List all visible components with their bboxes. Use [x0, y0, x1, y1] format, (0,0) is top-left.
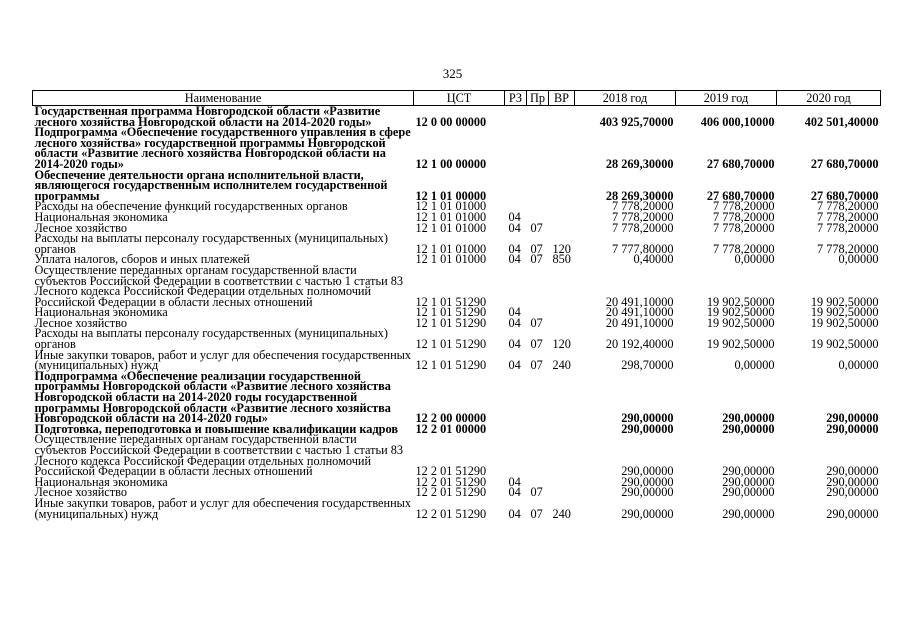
row-2019: 290,00000	[722, 506, 775, 521]
header-vr: ВР	[549, 91, 575, 106]
row-cst: 12 1 01 51290	[415, 337, 487, 352]
row-name: Расходы на обеспечение функций государственных органов	[34, 199, 348, 214]
row-rz: 04	[508, 337, 521, 352]
row-vr	[549, 265, 575, 307]
table-row	[33, 350, 881, 371]
row-rz	[505, 371, 527, 424]
row-cst: 12 2 01 51290	[415, 464, 487, 479]
row-2018: 290,00000	[621, 411, 674, 426]
row-2018: 20 491,10000	[605, 315, 674, 330]
row-pr	[527, 424, 549, 435]
row-vr	[549, 424, 575, 435]
row-vr	[549, 487, 575, 498]
row-name: Подготовка, переподготовка и повышение квалификации кадров	[34, 421, 398, 436]
row-2019: 290,00000	[722, 411, 775, 426]
row-2018: 298,70000	[621, 358, 674, 373]
row-2019: 19 902,50000	[706, 315, 775, 330]
row-pr: 07	[530, 220, 543, 235]
row-2019: 0,00000	[734, 252, 775, 267]
row-2018: 290,00000	[621, 464, 674, 479]
row-2019: 27 680,70000	[706, 156, 775, 171]
row-2018: 20 491,10000	[605, 305, 674, 320]
row-vr	[549, 477, 575, 488]
row-pr	[527, 434, 549, 476]
row-vr	[549, 106, 575, 128]
row-2020: 7 778,20000	[817, 220, 879, 235]
table-row	[33, 434, 881, 476]
row-2019: 19 902,50000	[706, 294, 775, 309]
row-rz	[505, 106, 527, 128]
row-rz	[505, 265, 527, 307]
row-vr	[549, 434, 575, 476]
row-2019: 19 902,50000	[706, 337, 775, 352]
table-row	[33, 127, 881, 169]
row-vr	[549, 223, 575, 234]
row-rz: 04	[508, 241, 521, 256]
row-2018: 7 778,20000	[612, 220, 674, 235]
row-vr: 850	[552, 252, 571, 267]
row-2018: 28 269,30000	[605, 156, 674, 171]
row-2019: 290,00000	[722, 474, 775, 489]
row-2018: 290,00000	[621, 421, 674, 436]
row-cst: 12 1 00 00000	[415, 156, 487, 171]
row-pr	[527, 127, 549, 169]
header-cst: ЦСТ	[414, 91, 505, 106]
row-name: Осуществление переданных органам государственной власти субъектов Российской Федерации в соответствии с частью 1 статьи 83 Лесного кодекса Российской Федерации отдельных полномочий Российской Федерации в области лесных отношений	[34, 432, 404, 479]
row-name: Национальная экономика	[34, 209, 168, 224]
row-pr	[527, 371, 549, 424]
header-rz: РЗ	[505, 91, 527, 106]
row-2020: 19 902,50000	[810, 337, 879, 352]
row-rz: 04	[508, 305, 521, 320]
row-pr: 07	[530, 315, 543, 330]
row-rz	[505, 424, 527, 435]
row-cst: 12 1 01 01000	[415, 252, 487, 267]
row-2018: 7 778,20000	[612, 199, 674, 214]
row-2018: 403 925,70000	[599, 114, 674, 129]
row-cst: 12 2 01 51290	[415, 474, 487, 489]
header-2019: 2019 год	[676, 91, 777, 106]
row-rz: 04	[508, 358, 521, 373]
row-pr: 07	[530, 241, 543, 256]
row-2020: 27 680,70000	[810, 188, 879, 203]
row-2020: 7 778,20000	[817, 241, 879, 256]
row-2020: 19 902,50000	[810, 305, 879, 320]
row-2019: 7 778,20000	[713, 241, 775, 256]
row-name: Обеспечение деятельности органа исполнительной власти, являющегося государственным исполнителем государственной программы	[34, 167, 388, 203]
row-vr: 120	[552, 337, 571, 352]
row-name: Подпрограмма «Обеспечение реализации государственной программы Новгородской области «Развитие лесного хозяйства Новгородской области на 2014-2020 годы государственной программы Новгородской области «Развитие лесного хозяйства Новгородской области на 2014-2020 годы»	[34, 368, 391, 426]
table-row	[33, 233, 881, 254]
header-2018: 2018 год	[575, 91, 676, 106]
row-name: Государственная программа Новгородской области «Развитие лесного хозяйства Новгородской области на 2014-2020 годы»	[34, 104, 381, 129]
row-name: Расходы на выплаты персоналу государственных (муниципальных) органов	[34, 326, 388, 352]
row-2019: 290,00000	[722, 421, 775, 436]
row-2019: 7 778,20000	[713, 209, 775, 224]
row-2020: 7 778,20000	[817, 209, 879, 224]
row-cst: 12 1 01 51290	[415, 294, 487, 309]
row-2018: 28 269,30000	[605, 188, 674, 203]
row-name: Национальная экономика	[34, 474, 168, 489]
row-2019: 7 778,20000	[713, 220, 775, 235]
row-rz: 04	[508, 506, 521, 521]
table-row	[33, 328, 881, 349]
table-row	[33, 170, 881, 202]
row-cst: 12 2 01 00000	[415, 421, 487, 436]
row-cst: 12 0 00 00000	[415, 114, 487, 129]
row-cst: 12 1 01 51290	[415, 358, 487, 373]
table-row	[33, 498, 881, 519]
row-2019: 290,00000	[722, 464, 775, 479]
page-number: 325	[442, 66, 463, 81]
row-cst: 12 1 01 01000	[415, 209, 487, 224]
table-row	[33, 371, 881, 424]
row-cst: 12 2 01 51290	[415, 506, 487, 521]
row-vr	[549, 170, 575, 202]
row-rz	[505, 170, 527, 202]
row-2018: 0,40000	[633, 252, 674, 267]
row-pr	[527, 265, 549, 307]
row-2019: 7 778,20000	[713, 199, 775, 214]
row-rz: 04	[508, 485, 521, 500]
row-vr	[549, 307, 575, 318]
row-name: Лесное хозяйство	[34, 220, 128, 235]
row-name: Уплата налогов, сборов и иных платежей	[34, 252, 250, 267]
row-vr: 240	[552, 358, 571, 373]
row-name: Национальная экономика	[34, 305, 168, 320]
row-2018: 290,00000	[621, 485, 674, 500]
row-vr	[549, 371, 575, 424]
row-rz: 04	[508, 209, 521, 224]
budget-table	[32, 90, 881, 519]
row-2018: 290,00000	[621, 474, 674, 489]
row-cst: 12 1 01 51290	[415, 305, 487, 320]
row-2020: 290,00000	[826, 474, 879, 489]
row-cst: 12 1 01 01000	[415, 220, 487, 235]
row-2018: 7 778,20000	[612, 209, 674, 224]
row-vr: 240	[552, 506, 571, 521]
row-2020: 0,00000	[838, 358, 879, 373]
row-2020: 19 902,50000	[810, 294, 879, 309]
row-2019: 19 902,50000	[706, 305, 775, 320]
row-2020: 402 501,40000	[804, 114, 879, 129]
row-2020: 7 778,20000	[817, 199, 879, 214]
row-2019: 0,00000	[734, 358, 775, 373]
row-name: Лесное хозяйство	[34, 485, 128, 500]
row-name: Расходы на выплаты персоналу государственных (муниципальных) органов	[34, 231, 388, 256]
row-name: Иные закупки товаров, работ и услуг для обеспечения государственных (муниципальных) нужд	[34, 347, 412, 373]
row-pr: 07	[530, 358, 543, 373]
row-vr: 120	[552, 241, 571, 256]
row-cst: 12 1 01 01000	[415, 199, 487, 214]
row-cst: 12 2 00 00000	[415, 411, 487, 426]
row-vr	[549, 318, 575, 329]
row-2020: 27 680,70000	[810, 156, 879, 171]
row-pr	[527, 170, 549, 202]
row-vr	[549, 127, 575, 169]
row-rz	[505, 434, 527, 476]
row-2018: 20 192,40000	[605, 337, 674, 352]
row-rz: 04	[508, 252, 521, 267]
row-rz: 04	[508, 315, 521, 330]
table-body	[33, 106, 881, 520]
table-row	[33, 106, 881, 128]
row-name: Осуществление переданных органам государственной власти субъектов Российской Федерации в соответствии с частью 1 статьи 83 Лесного кодекса Российской Федерации отдельных полномочий Российской Федерации в области лесных отношений	[34, 262, 404, 309]
row-rz	[505, 127, 527, 169]
row-cst: 12 1 01 51290	[415, 315, 487, 330]
table-row	[33, 265, 881, 307]
row-2018: 7 777,80000	[612, 241, 674, 256]
header-pr: Пр	[527, 91, 549, 106]
row-2020: 19 902,50000	[810, 315, 879, 330]
row-2018: 20 491,10000	[605, 294, 674, 309]
row-cst: 12 1 01 00000	[415, 188, 487, 203]
row-cst: 12 2 01 51290	[415, 485, 487, 500]
row-name: Лесное хозяйство	[34, 315, 128, 330]
row-pr: 07	[530, 485, 543, 500]
row-pr	[527, 106, 549, 128]
row-pr: 07	[530, 337, 543, 352]
row-2020: 290,00000	[826, 485, 879, 500]
row-2018: 290,00000	[621, 506, 674, 521]
row-2019: 406 000,10000	[700, 114, 775, 129]
row-rz: 04	[508, 474, 521, 489]
header-name: Наименование	[33, 91, 414, 106]
row-2020: 290,00000	[826, 421, 879, 436]
header-2020: 2020 год	[777, 91, 881, 106]
row-vr	[549, 201, 575, 212]
row-vr	[549, 212, 575, 223]
row-name: Иные закупки товаров, работ и услуг для обеспечения государственных (муниципальных) нужд	[34, 495, 412, 521]
row-pr	[527, 201, 549, 212]
row-cst: 12 1 01 01000	[415, 241, 487, 256]
row-pr: 07	[530, 252, 543, 267]
row-pr: 07	[530, 506, 543, 521]
row-name: Подпрограмма «Обеспечение государственного управления в сфере лесного хозяйства» государственной программы Новгородской области «Развитие лесного хозяйства Новгородской области на 2014-2020 годы»	[34, 125, 411, 171]
row-2020: 290,00000	[826, 464, 879, 479]
row-2020: 290,00000	[826, 506, 879, 521]
row-2019: 290,00000	[722, 485, 775, 500]
row-2020: 0,00000	[838, 252, 879, 267]
row-2019: 27 680,70000	[706, 188, 775, 203]
row-rz: 04	[508, 220, 521, 235]
row-2020: 290,00000	[826, 411, 879, 426]
